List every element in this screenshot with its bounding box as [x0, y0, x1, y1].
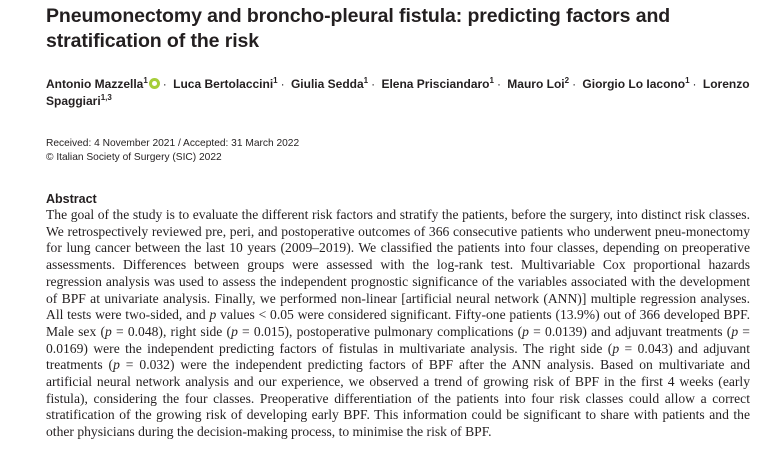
- p-value-symbol: p: [731, 323, 739, 339]
- author-separator: ·: [496, 77, 501, 91]
- author-affiliation: 1: [363, 76, 369, 85]
- author-name: Luca Bertolaccini: [173, 77, 274, 91]
- orcid-icon[interactable]: [149, 78, 160, 89]
- p-value-symbol: p: [104, 323, 112, 339]
- p-value-symbol: p: [209, 307, 217, 323]
- author-separator: ·: [692, 77, 697, 91]
- p-value-symbol: p: [612, 340, 620, 356]
- author-separator: ·: [162, 77, 167, 91]
- author-name: Lorenzo Spaggiari: [46, 77, 750, 108]
- author[interactable]: [582, 77, 689, 91]
- author-name: Elena Prisciandaro: [381, 77, 490, 91]
- author-name: Antonio Mazzella: [46, 77, 144, 91]
- author-name: Mauro Loi: [507, 77, 565, 91]
- p-value-symbol: p: [231, 323, 238, 339]
- author-affiliation: 1,3: [100, 93, 112, 102]
- author-separator: ·: [572, 77, 577, 91]
- author-affiliation: 1: [685, 76, 690, 85]
- p-value-symbol: p: [113, 357, 120, 373]
- received-accepted-dates: Received: 4 November 2021 / Accepted: 31 March 2022: [46, 138, 300, 149]
- author[interactable]: [507, 77, 569, 91]
- author-affiliation: 1: [143, 76, 148, 85]
- publication-meta: [46, 137, 299, 165]
- author-list: [46, 76, 758, 110]
- author-separator: ·: [371, 77, 376, 91]
- copyright-notice: © Italian Society of Surgery (SIC) 2022: [46, 152, 222, 163]
- author[interactable]: [381, 77, 494, 91]
- author[interactable]: [46, 77, 160, 91]
- author-affiliation: 1: [273, 76, 278, 85]
- p-value-symbol: p: [522, 323, 529, 339]
- author-affiliation: 2: [564, 76, 570, 85]
- author-name: Giulia Sedda: [290, 77, 364, 91]
- author[interactable]: [291, 77, 368, 91]
- author-affiliation: 1: [489, 76, 494, 85]
- abstract-heading: Abstract: [46, 192, 97, 206]
- abstract-body: The goal of the study is to evaluate the different risk factors and stratify the patients, before the surgery, into distinct risk classes. We retrospectively reviewed pre, peri, and postoperative outcomes of 366 consecutive patients who underwent pneu-monectomy for lung cancer between the last 10 years (2009–2019). We classified the patients into four classes, depending on preoperative assessments. Differences between groups were assessed with the log-rank test. Multivariable Cox proportional hazards regression analysis was used to assess the independent prognostic significance of the variables associated with the development of BPF at univariate analysis. Finally, we performed non-linear [artificial neural network (ANN)] multiple regression analyses. All tests were two-sided, and p values < 0.05 were considered significant. Fifty-one patients (13.9%) out of 366 developed BPF. Male sex (p = 0.048), right side (p = 0.015), postoperative pulmonary complications (p = 0.0139) and adjuvant treatments (p = 0.0169) were the independent predicting factors of fistulas in multivariate analysis. The right side (p = 0.043) and adjuvant treatments (p = 0.032) were the independent predicting factors of BPF after the ANN analysis. Based on multivariate and artificial neural network analysis and our experience, we observed a trend of growing risk of BPF in the first 4 weeks (early fistula), considering the four classes. Preoperative differentiation of the patients into four risk classes could allow a correct stratification of the growing risk of developing early BPF. This information could be significant to share with patients and the other physicians during the decision-making process, to minimise the risk of BPF.: [46, 207, 751, 440]
- author[interactable]: [173, 77, 277, 91]
- author-name: Giorgio Lo Iacono: [582, 77, 686, 91]
- article-title: Pneumonectomy and broncho-pleural fistula: predicting factors and stratification of the risk: [46, 5, 671, 52]
- author-separator: ·: [280, 77, 285, 91]
